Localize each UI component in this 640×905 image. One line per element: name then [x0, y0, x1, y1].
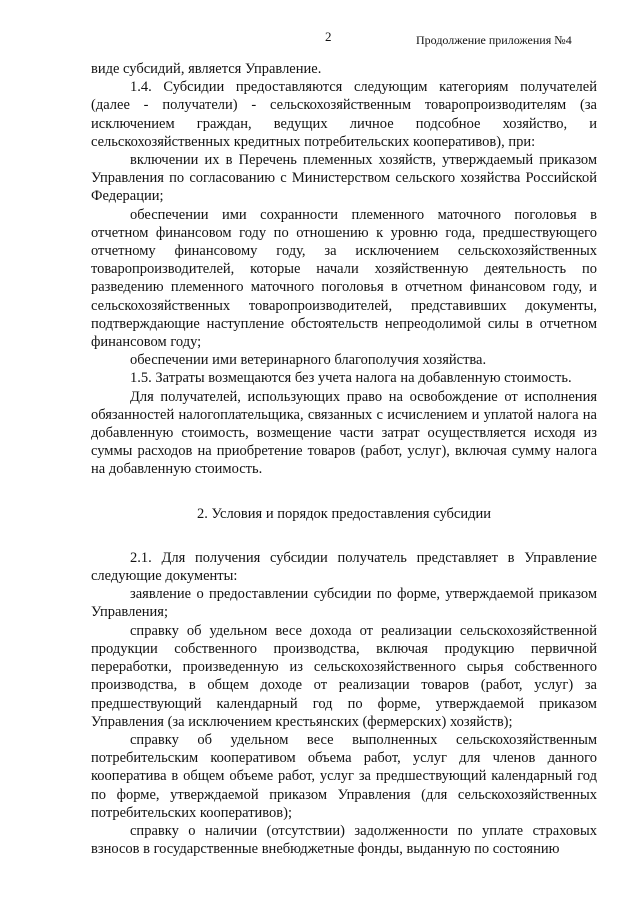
running-header: Продолжение приложения №4 — [416, 33, 572, 47]
paragraph: обеспечении ими сохранности племенного маточного поголовья в отчетном финансовом году по отношению к уровню года, предшествующего отчетному финансовому году, за исключением сельскохозяйственных товаропроизводителей, которые начали хозяйственную деятельность по разведению племенного маточного поголовья в отчетном финансовом году, и сельскохозяйственных товаропроизводителей, представивших документы, подтверждающие наступление обстоятельств непреодолимой силы в отчетном финансовом году; — [91, 206, 597, 351]
paragraph: 1.5. Затраты возмещаются без учета налога на добавленную стоимость. — [130, 370, 572, 387]
paragraph: Для получателей, использующих право на освобождение от исполнения обязанностей налогоплательщика, связанных с исчислением и уплатой налога на добавленную стоимость, возмещение части затрат осуществляется исходя из суммы расходов на приобретение товаров (работ, услуг), включая сумму налога на добавленную стоимость. — [91, 388, 597, 478]
section-heading: 2. Условия и порядок предоставления субсидии — [196, 505, 491, 522]
paragraph: виде субсидий, является Управление. — [91, 61, 322, 77]
paragraph: заявление о предоставлении субсидии по форме, утверждаемой приказом Управления; — [91, 586, 597, 621]
paragraph: 2.1. Для получения субсидии получатель представляет в Управление следующие документы: — [91, 549, 597, 585]
paragraph: 1.4. Субсидии предоставляются следующим категориям получателей (далее - получатели) - сельскохозяйственным товаропроизводителям (за исключением граждан, ведущих личное подсобное хозяйство, и сельскохозяйственных кредитных потребительских кооперативов), при: — [91, 79, 597, 150]
document-body — [91, 60, 597, 858]
paragraph: включении их в Перечень племенных хозяйств, утверждаемый приказом Управления по согласованию с Министерством сельского хозяйства Российской Федерации; — [91, 152, 597, 205]
paragraph: справку об удельном весе дохода от реализации сельскохозяйственной продукции собственного производства, включая продукцию первичной переработки, произведенную из сельскохозяйственного сырья собственного производства, в общем доходе от реализации товаров (работ, услуг) за предшествующий календарный год по форме, утверждаемой приказом Управления (за исключением крестьянских (фермерских) хозяйств); — [91, 622, 597, 730]
paragraph: обеспечении ими ветеринарного благополучия хозяйства. — [130, 352, 487, 369]
paragraph: справку об удельном весе выполненных сельскохозяйственным потребительским кооперативом объема работ, услуг для членов данного кооператива в общем объеме работ, услуг за предшествующий календарный год по форме, утверждаемой приказом Управления (для сельскохозяйственных потребительских кооперативов); — [91, 731, 597, 821]
page-number: 2 — [325, 29, 332, 44]
paragraph: справку о наличии (отсутствии) задолженности по уплате страховых взносов в государственные внебюджетные фонды, выданную по состоянию — [91, 822, 597, 858]
